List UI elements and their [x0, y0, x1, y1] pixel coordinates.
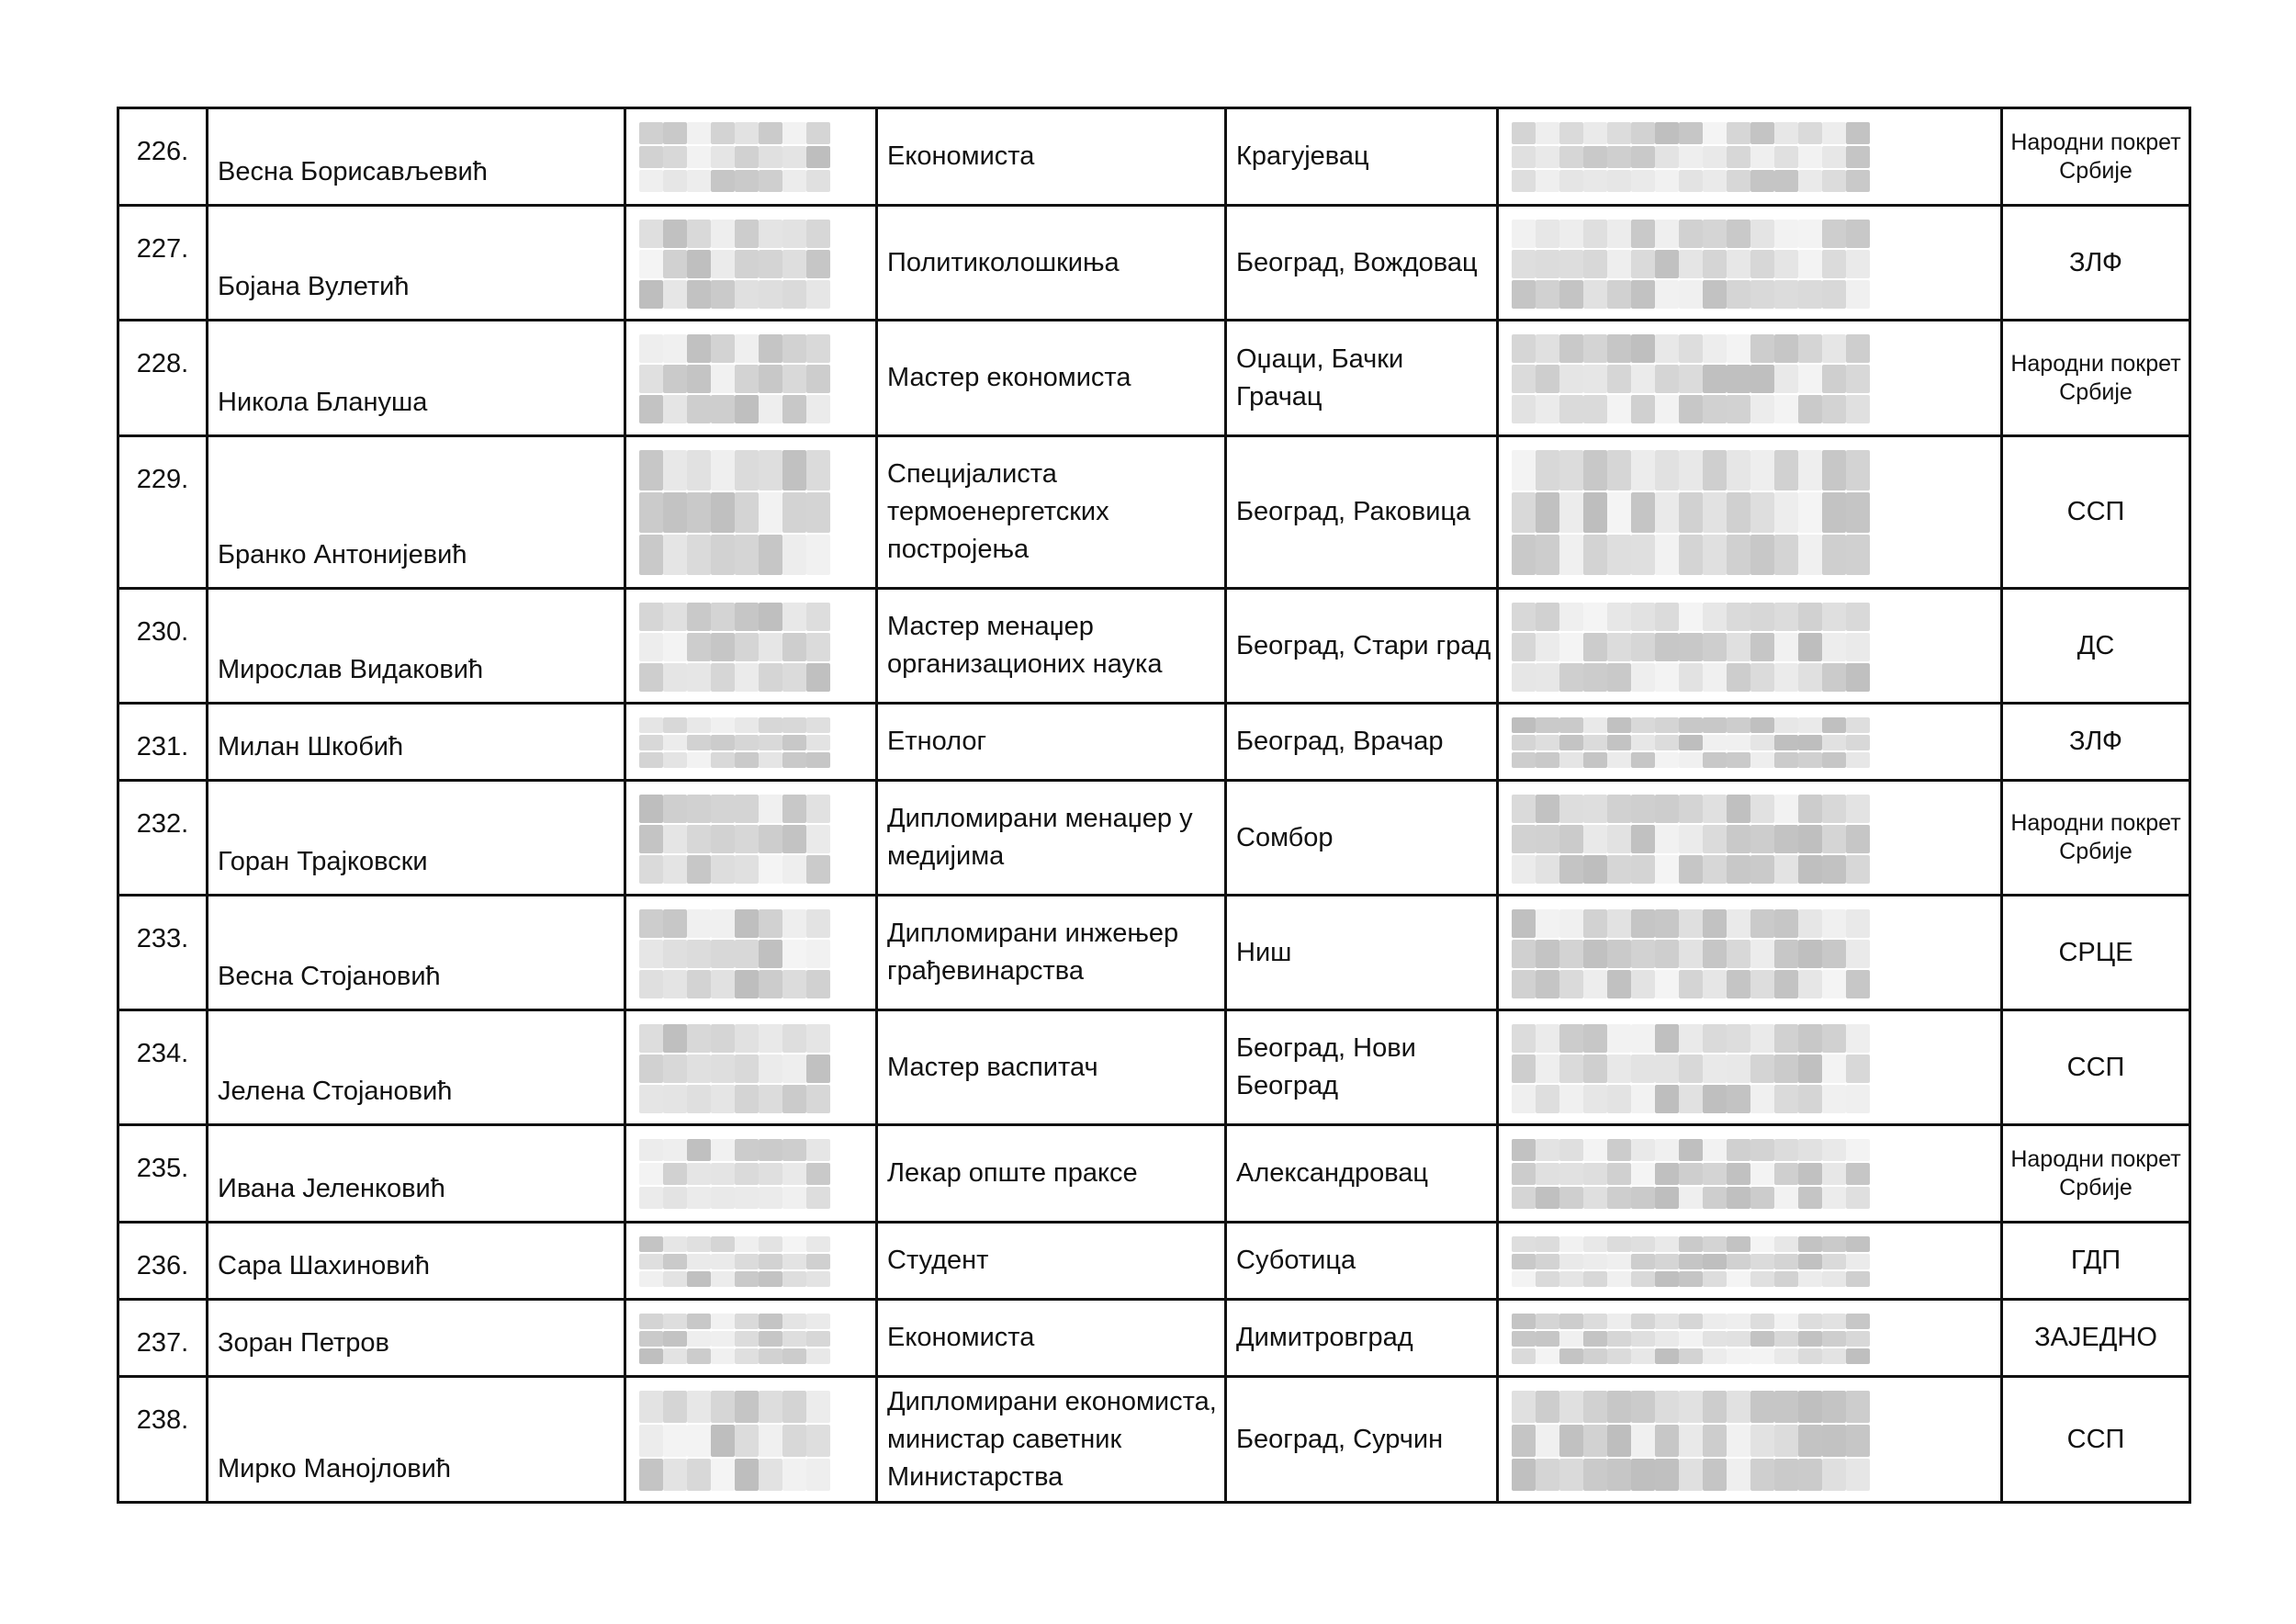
- occupation: Дипломирани економиста, министар саветник Министарства: [877, 1377, 1226, 1503]
- occupation: Дипломирани инжењер грађевинарства: [877, 896, 1226, 1010]
- party-label: ССП: [2002, 436, 2190, 589]
- row-number: 229.: [118, 436, 208, 589]
- redacted-field: [1499, 1303, 2000, 1374]
- redacted-field: [1499, 111, 2000, 203]
- redacted-field: [1499, 1225, 2000, 1297]
- place-of-residence: Оџаци, Бачки Грачац: [1226, 321, 1498, 436]
- redacted-address-cell: [1498, 896, 2002, 1010]
- party-label: ЗЛФ: [2002, 704, 2190, 781]
- place-of-residence: Димитровград: [1226, 1300, 1498, 1377]
- candidate-name: Бранко Антонијевић: [208, 436, 625, 589]
- redacted-field: [626, 209, 875, 318]
- occupation: Дипломирани менаџер у медијима: [877, 781, 1226, 896]
- redacted-id-cell: [625, 589, 877, 704]
- redacted-field: [1499, 1128, 2000, 1220]
- table-row: [118, 1223, 2190, 1300]
- candidate-name: Весна Стојановић: [208, 896, 625, 1010]
- row-number: 233.: [118, 896, 208, 1010]
- redacted-address-cell: [1498, 436, 2002, 589]
- redacted-id-cell: [625, 108, 877, 206]
- table-row: [118, 589, 2190, 704]
- redacted-field: [626, 592, 875, 701]
- candidate-name: Сара Шахиновић: [208, 1223, 625, 1300]
- redacted-id-cell: [625, 704, 877, 781]
- redacted-id-cell: [625, 1223, 877, 1300]
- party-label: ССП: [2002, 1377, 2190, 1503]
- redacted-field: [626, 706, 875, 778]
- redacted-id-cell: [625, 1125, 877, 1223]
- redacted-field: [1499, 784, 2000, 893]
- candidate-name: Милан Шкобић: [208, 704, 625, 781]
- redacted-address-cell: [1498, 781, 2002, 896]
- occupation: Економиста: [877, 1300, 1226, 1377]
- occupation: Етнолог: [877, 704, 1226, 781]
- row-number: 234.: [118, 1010, 208, 1125]
- row-number: 228.: [118, 321, 208, 436]
- redacted-field: [626, 323, 875, 434]
- row-number: 230.: [118, 589, 208, 704]
- redacted-address-cell: [1498, 1377, 2002, 1503]
- redacted-id-cell: [625, 436, 877, 589]
- party-label: ЗАЈЕДНО: [2002, 1300, 2190, 1377]
- redacted-id-cell: [625, 321, 877, 436]
- candidate-name: Горан Трајковски: [208, 781, 625, 896]
- place-of-residence: Београд, Вождовац: [1226, 206, 1498, 321]
- place-of-residence: Ниш: [1226, 896, 1498, 1010]
- place-of-residence: Београд, Врачар: [1226, 704, 1498, 781]
- party-label: Народни покрет Србије: [2002, 1125, 2190, 1223]
- occupation: Мастер васпитач: [877, 1010, 1226, 1125]
- table-row: [118, 1125, 2190, 1223]
- redacted-field: [1499, 592, 2000, 701]
- row-number: 238.: [118, 1377, 208, 1503]
- candidate-name: Бојана Вулетић: [208, 206, 625, 321]
- table-row: [118, 704, 2190, 781]
- row-number: 227.: [118, 206, 208, 321]
- row-number: 231.: [118, 704, 208, 781]
- redacted-field: [626, 784, 875, 893]
- party-label: ССП: [2002, 1010, 2190, 1125]
- party-label: Народни покрет Србије: [2002, 321, 2190, 436]
- party-label: СРЦЕ: [2002, 896, 2190, 1010]
- row-number: 235.: [118, 1125, 208, 1223]
- table-row: [118, 781, 2190, 896]
- redacted-address-cell: [1498, 206, 2002, 321]
- redacted-id-cell: [625, 781, 877, 896]
- candidate-name: Никола Блануша: [208, 321, 625, 436]
- candidate-table-body: [118, 108, 2190, 1503]
- place-of-residence: Београд, Стари град: [1226, 589, 1498, 704]
- table-row: [118, 896, 2190, 1010]
- candidate-name: Весна Борисављевић: [208, 108, 625, 206]
- party-label: ГДП: [2002, 1223, 2190, 1300]
- redacted-field: [626, 439, 875, 586]
- redacted-address-cell: [1498, 108, 2002, 206]
- redacted-field: [1499, 439, 2000, 586]
- redacted-address-cell: [1498, 589, 2002, 704]
- redacted-id-cell: [625, 206, 877, 321]
- party-label: ДС: [2002, 589, 2190, 704]
- redacted-field: [626, 1303, 875, 1374]
- occupation: Специјалиста термоенергетских постројења: [877, 436, 1226, 589]
- redacted-id-cell: [625, 1010, 877, 1125]
- row-number: 236.: [118, 1223, 208, 1300]
- candidate-table: [117, 107, 2191, 1504]
- redacted-field: [626, 1225, 875, 1297]
- place-of-residence: Београд, Нови Београд: [1226, 1010, 1498, 1125]
- redacted-field: [626, 1013, 875, 1122]
- place-of-residence: Београд, Сурчин: [1226, 1377, 1498, 1503]
- party-label: ЗЛФ: [2002, 206, 2190, 321]
- row-number: 232.: [118, 781, 208, 896]
- redacted-address-cell: [1498, 704, 2002, 781]
- table-row: [118, 321, 2190, 436]
- redacted-field: [626, 1380, 875, 1500]
- redacted-id-cell: [625, 1300, 877, 1377]
- table-row: [118, 1010, 2190, 1125]
- occupation: Студент: [877, 1223, 1226, 1300]
- redacted-address-cell: [1498, 321, 2002, 436]
- candidate-name: Зоран Петров: [208, 1300, 625, 1377]
- place-of-residence: Александровац: [1226, 1125, 1498, 1223]
- occupation: Политиколошкиња: [877, 206, 1226, 321]
- redacted-field: [1499, 706, 2000, 778]
- redacted-field: [626, 898, 875, 1008]
- redacted-field: [626, 111, 875, 203]
- redacted-id-cell: [625, 1377, 877, 1503]
- table-row: [118, 1377, 2190, 1503]
- row-number: 237.: [118, 1300, 208, 1377]
- candidate-name: Мирослав Видаковић: [208, 589, 625, 704]
- candidate-name: Јелена Стојановић: [208, 1010, 625, 1125]
- redacted-address-cell: [1498, 1300, 2002, 1377]
- redacted-address-cell: [1498, 1223, 2002, 1300]
- party-label: Народни покрет Србије: [2002, 781, 2190, 896]
- table-row: [118, 108, 2190, 206]
- redacted-field: [1499, 323, 2000, 434]
- place-of-residence: Крагујевац: [1226, 108, 1498, 206]
- redacted-field: [1499, 209, 2000, 318]
- candidate-name: Мирко Манојловић: [208, 1377, 625, 1503]
- place-of-residence: Суботица: [1226, 1223, 1498, 1300]
- candidate-name: Ивана Јеленковић: [208, 1125, 625, 1223]
- table-row: [118, 436, 2190, 589]
- place-of-residence: Београд, Раковица: [1226, 436, 1498, 589]
- redacted-field: [1499, 1380, 2000, 1500]
- occupation: Лекар опште праксе: [877, 1125, 1226, 1223]
- party-label: Народни покрет Србије: [2002, 108, 2190, 206]
- table-row: [118, 1300, 2190, 1377]
- redacted-id-cell: [625, 896, 877, 1010]
- redacted-field: [1499, 1013, 2000, 1122]
- table-row: [118, 206, 2190, 321]
- redacted-field: [1499, 898, 2000, 1008]
- redacted-field: [626, 1128, 875, 1220]
- occupation: Мастер економиста: [877, 321, 1226, 436]
- redacted-address-cell: [1498, 1125, 2002, 1223]
- occupation: Мастер менаџер организационих наука: [877, 589, 1226, 704]
- row-number: 226.: [118, 108, 208, 206]
- occupation: Економиста: [877, 108, 1226, 206]
- place-of-residence: Сомбор: [1226, 781, 1498, 896]
- redacted-address-cell: [1498, 1010, 2002, 1125]
